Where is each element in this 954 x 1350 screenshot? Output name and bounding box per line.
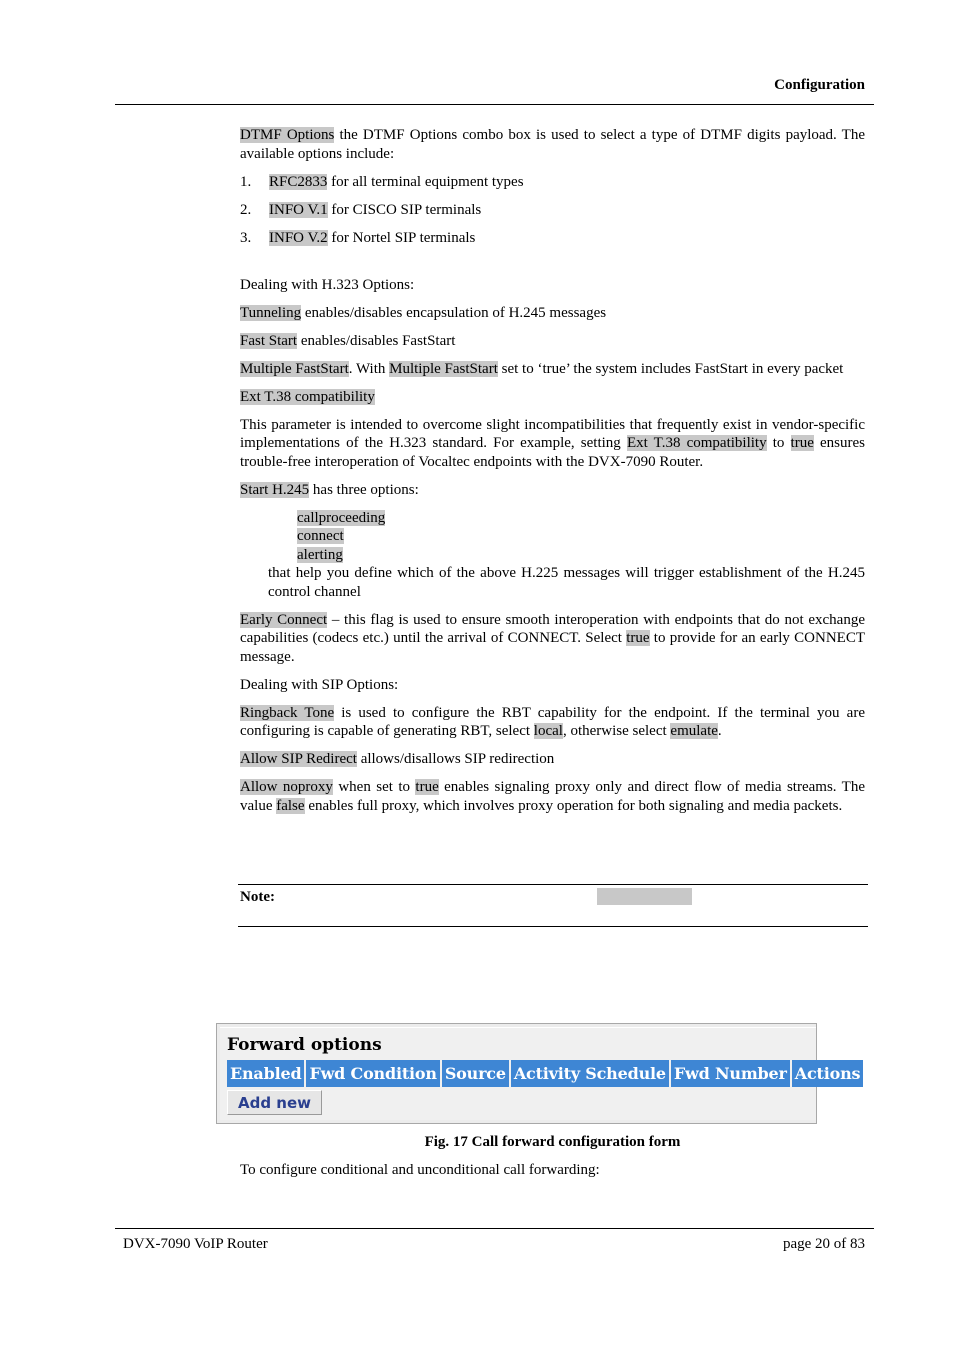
page-header-title: Configuration <box>774 77 865 93</box>
ext-t38-paragraph: This parameter is intended to overcome slight incompatibilities that frequently exist in vendor-specific implementations of the H.323 standard. For example, setting Ext T.38 compatibility to true ensures trouble-free interoperation of Vocaltec endpoints with the DVX-7090 Router. <box>240 416 865 470</box>
option-alerting: alerting <box>297 546 343 563</box>
sip-redirect-paragraph: Allow SIP Redirect allows/disallows SIP redirection <box>240 751 555 767</box>
noproxy-paragraph: Allow noproxy when set to true enables signaling proxy only and direct flow of media streams. The value false enables full proxy, which involves proxy operation for both signaling and media packets. <box>240 779 866 814</box>
forward-options-table-header <box>227 1060 865 1087</box>
h323-intro: Dealing with H.323 Options: <box>240 276 415 293</box>
column-header-actions: Actions <box>792 1060 864 1087</box>
note-highlight <box>597 888 692 905</box>
multiple-faststart-paragraph: Multiple FastStart. With Multiple FastStart set to ‘true’ the system includes FastStart in every packet <box>240 360 844 377</box>
dtmf-term: DTMF Options <box>240 127 335 143</box>
column-header-source: Source <box>442 1060 509 1087</box>
forward-options-title: Forward options <box>227 1035 382 1055</box>
footer-product: DVX-7090 VoIP Router <box>123 1236 268 1252</box>
early-connect-paragraph: Early Connect – this flag is used to ensure smooth interoperation with endpoints that do not exchange capabilities (codecs etc.) until the arrival of CONNECT. Select true to provide for an early CONNECT message. <box>240 611 865 665</box>
forward-options-panel <box>220 1027 861 1120</box>
start-h245-options <box>297 509 865 565</box>
forward-options-figure <box>216 1023 861 1124</box>
start-h245-paragraph: Start H.245 has three options: <box>240 481 419 498</box>
ext-t38-heading: Ext T.38 compatibility <box>240 388 375 405</box>
note-box <box>238 884 868 927</box>
call-forwarding-intro: To configure conditional and unconditional call forwarding: <box>240 1162 600 1178</box>
faststart-paragraph: Fast Start enables/disables FastStart <box>240 332 456 349</box>
footer-page-number: page 20 of 83 <box>782 1236 865 1252</box>
note-label: Note: <box>240 889 275 905</box>
add-new-button[interactable]: Add new <box>227 1090 322 1115</box>
column-header-fwd-number: Fwd Number <box>671 1060 790 1087</box>
header-rule <box>115 104 874 105</box>
list-item: 2. INFO V.1 for CISCO SIP terminals <box>240 201 482 218</box>
column-header-fwd-condition: Fwd Condition <box>306 1060 439 1087</box>
option-connect: connect <box>297 528 344 544</box>
list-item: 1. RFC2833 for all terminal equipment types <box>240 173 524 190</box>
list-item: 3. INFO V.2 for Nortel SIP terminals <box>240 229 476 246</box>
sip-intro: Dealing with SIP Options: <box>240 676 399 693</box>
figure-caption: Fig. 17 Call forward configuration form <box>424 1134 681 1150</box>
main-content <box>240 126 865 825</box>
ringback-paragraph: Ringback Tone is used to configure the RBT capability for the endpoint. If the terminal you are configuring is capable of generating RBT, select local, otherwise select emulate. <box>240 704 865 739</box>
column-header-enabled: Enabled <box>227 1060 304 1087</box>
start-h245-description: that help you define which of the above H.225 messages will trigger establishment of the H.245 control channel <box>268 565 865 600</box>
column-header-activity-schedule: Activity Schedule <box>511 1060 669 1087</box>
tunneling-paragraph: Tunneling enables/disables encapsulation of H.245 messages <box>240 304 607 321</box>
dtmf-paragraph: DTMF Options the DTMF Options combo box is used to select a type of DTMF digits payload. The available options include: <box>240 127 865 162</box>
footer-rule <box>115 1228 874 1229</box>
option-callproceeding: callproceeding <box>297 509 386 526</box>
